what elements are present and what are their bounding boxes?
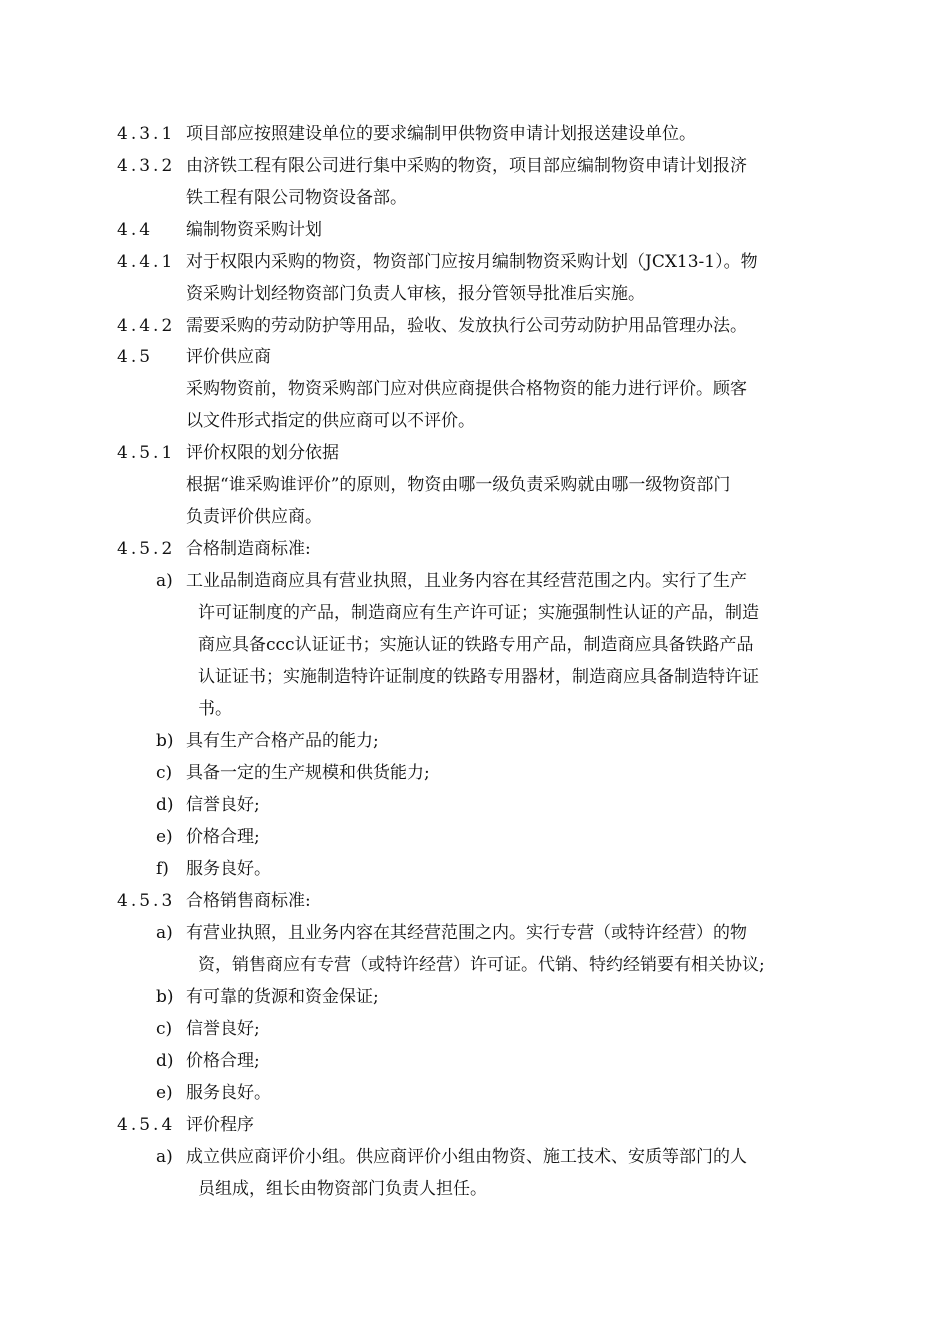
clause-number: 4.5.2 xyxy=(117,539,176,559)
clause-number: 4.5.4 xyxy=(117,1115,176,1135)
list-marker: c) xyxy=(156,1019,173,1039)
section-number: 4.5 xyxy=(117,347,154,367)
clause-number: 4.4.2 xyxy=(117,316,176,336)
section-title: 评价供应商 xyxy=(186,347,271,367)
list-marker: a) xyxy=(156,1147,173,1167)
list-item-text: 具备一定的生产规模和供货能力; xyxy=(186,763,430,783)
clause-number: 4.3.2 xyxy=(117,156,176,176)
section-text: 以文件形式指定的供应商可以不评价。 xyxy=(186,411,475,431)
list-marker: b) xyxy=(156,731,174,751)
clause-number: 4.4.1 xyxy=(117,252,176,272)
list-item-text: 成立供应商评价小组。供应商评价小组由物资、施工技术、安质等部门的人 xyxy=(186,1147,747,1167)
list-item-text: 认证证书；实施制造特许证制度的铁路专用器材，制造商应具备制造特许证 xyxy=(198,667,759,687)
list-item-text: 信誉良好; xyxy=(186,1019,260,1039)
list-item-text: 员组成，组长由物资部门负责人担任。 xyxy=(198,1179,487,1199)
list-marker: b) xyxy=(156,987,174,1007)
list-item-text: 价格合理; xyxy=(186,827,260,847)
clause-text: 铁工程有限公司物资设备部。 xyxy=(186,188,407,208)
list-item-text: 具有生产合格产品的能力; xyxy=(186,731,379,751)
list-marker: d) xyxy=(156,795,174,815)
list-item-text: 价格合理; xyxy=(186,1051,260,1071)
list-marker: c) xyxy=(156,763,173,783)
clause-title: 评价程序 xyxy=(186,1115,254,1135)
clause-text: 资采购计划经物资部门负责人审核，报分管领导批准后实施。 xyxy=(186,284,645,304)
list-marker: e) xyxy=(156,1083,173,1103)
section-number: 4.4 xyxy=(117,220,154,240)
clause-number: 4.5.3 xyxy=(117,891,176,911)
list-marker: a) xyxy=(156,923,173,943)
clause-text: 根据“谁采购谁评价”的原则，物资由哪一级负责采购就由哪一级物资部门 xyxy=(186,475,731,495)
list-marker: e) xyxy=(156,827,173,847)
section-text: 采购物资前，物资采购部门应对供应商提供合格物资的能力进行评价。顾客 xyxy=(186,379,747,399)
clause-title: 合格销售商标准: xyxy=(186,891,311,911)
clause-text: 对于权限内采购的物资，物资部门应按月编制物资采购计划（JCX13-1）。物 xyxy=(186,252,758,272)
list-item-text: 商应具备ccc认证证书；实施认证的铁路专用产品，制造商应具备铁路产品 xyxy=(198,635,754,655)
clause-text: 项目部应按照建设单位的要求编制甲供物资申请计划报送建设单位。 xyxy=(186,124,696,144)
clause-text: 需要采购的劳动防护等用品，验收、发放执行公司劳动防护用品管理办法。 xyxy=(186,316,747,336)
list-marker: d) xyxy=(156,1051,174,1071)
clause-text: 由济铁工程有限公司进行集中采购的物资，项目部应编制物资申请计划报济 xyxy=(186,156,747,176)
clause-title: 评价权限的划分依据 xyxy=(186,443,339,463)
clause-text: 负责评价供应商。 xyxy=(186,507,322,527)
clause-title: 合格制造商标准: xyxy=(186,539,311,559)
clause-number: 4.3.1 xyxy=(117,124,176,144)
list-marker: a) xyxy=(156,571,173,591)
clause-number: 4.5.1 xyxy=(117,443,176,463)
list-item-text: 资，销售商应有专营（或特许经营）许可证。代销、特约经销要有相关协议; xyxy=(198,955,765,975)
list-item-text: 有可靠的货源和资金保证; xyxy=(186,987,379,1007)
list-item-text: 信誉良好; xyxy=(186,795,260,815)
list-item-text: 工业品制造商应具有营业执照，且业务内容在其经营范围之内。实行了生产 xyxy=(186,571,747,591)
list-item-text: 服务良好。 xyxy=(186,1083,271,1103)
section-title: 编制物资采购计划 xyxy=(186,220,322,240)
list-marker: f) xyxy=(156,859,169,879)
list-item-text: 服务良好。 xyxy=(186,859,271,879)
list-item-text: 有营业执照，且业务内容在其经营范围之内。实行专营（或特许经营）的物 xyxy=(186,923,747,943)
list-item-text: 许可证制度的产品，制造商应有生产许可证；实施强制性认证的产品，制造 xyxy=(198,603,759,623)
list-item-text: 书。 xyxy=(198,699,232,719)
